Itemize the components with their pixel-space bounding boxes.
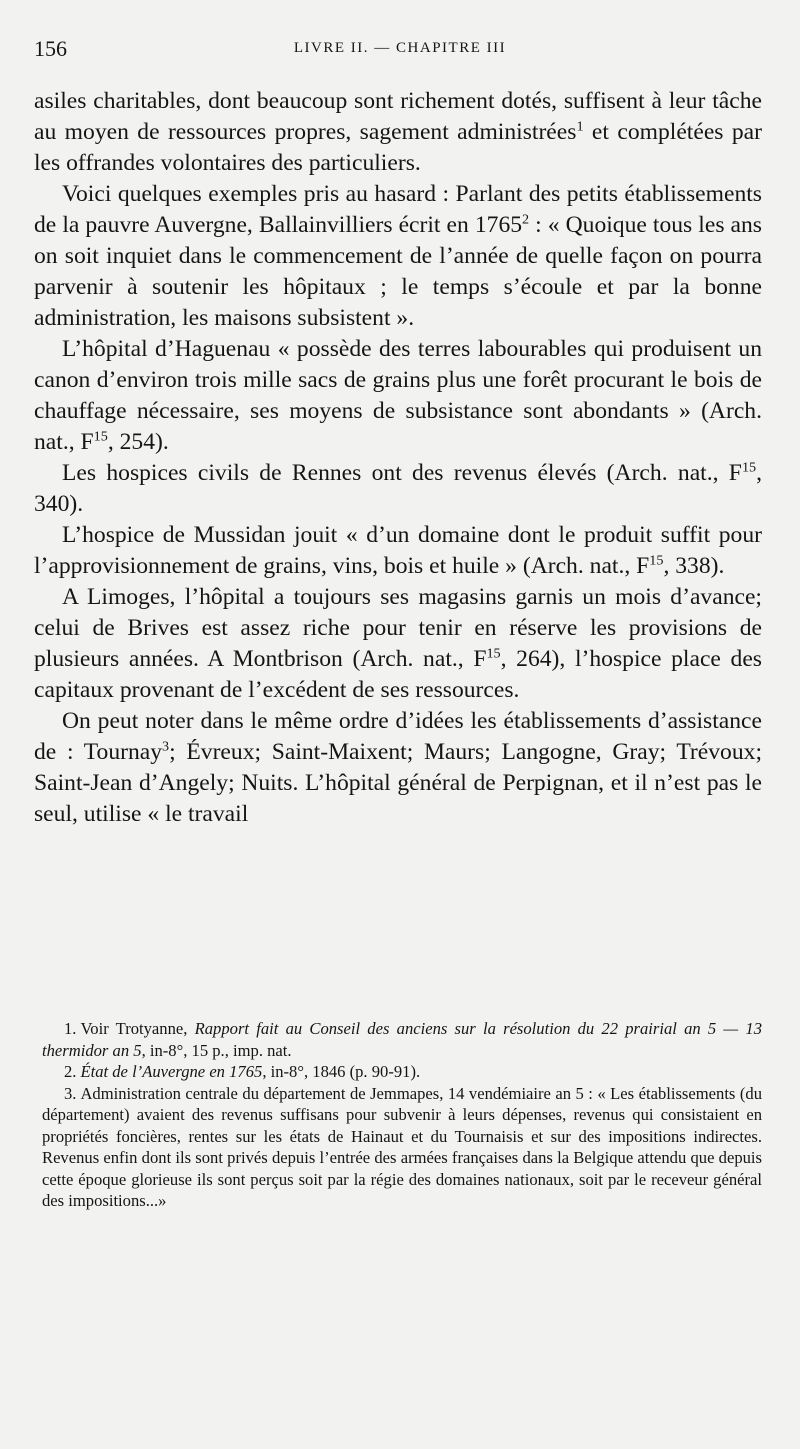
footnote-2-text-b: , in-8°, 1846 (p. 90-91). [262, 1062, 421, 1081]
paragraph-5-superscript: 15 [649, 552, 664, 569]
paragraph-4-text-a: Les hospices civils de Rennes ont des revenus élevés (Arch. nat., F [62, 460, 742, 486]
paragraph-2-text-a: Voici quelques exemples pris au hasard : Parlant des petits établissements de la pauvre Auvergne, Ballainvilliers écrit en 1765 [34, 181, 762, 238]
footnote-1-number: 1. [64, 1019, 77, 1038]
paragraph-6-superscript: 15 [486, 645, 501, 662]
paragraph-7-text-a: On peut noter dans le même ordre d’idées les établissements d’assistance de : Tournay [34, 708, 762, 765]
paragraph-5 [34, 520, 762, 582]
paragraph-6 [34, 582, 762, 706]
footnote-1 [42, 1018, 762, 1061]
paragraph-1-text-b: et complétées par les offrandes volontaires des particuliers. [34, 119, 762, 176]
footnote-ref-3: 3 [162, 738, 170, 755]
paragraph-1 [34, 86, 762, 179]
footnote-2-number: 2. [64, 1062, 77, 1081]
footnote-1-title: Rapport fait au Conseil des anciens sur la résolution du 22 prairial an 5 — 13 thermidor an 5 [42, 1019, 762, 1060]
paragraph-4-text-b: , 340). [34, 460, 762, 517]
footnote-1-text-a: Voir Trotyanne, [80, 1019, 195, 1038]
page-number: 156 [34, 36, 67, 61]
paragraph-5-text-b: , 338). [663, 553, 725, 579]
paragraph-6-text-a: A Limoges, l’hôpital a toujours ses magasins garnis un mois d’avance; celui de Brives est assez riche pour tenir en réserve les provisions de plusieurs années. A Montbrison (Arch. nat., F [34, 584, 762, 672]
footnote-ref-1: 1 [576, 118, 584, 135]
paragraph-2 [34, 179, 762, 334]
paragraph-5-text-a: L’hospice de Mussidan jouit « d’un domaine dont le produit suffit pour l’approvisionnement de grains, vins, bois et huile » (Arch. nat., F [34, 522, 762, 579]
footnote-2-title: État de l’Auvergne en 1765 [80, 1062, 263, 1081]
paragraph-7 [34, 706, 762, 830]
paragraph-4-superscript: 15 [741, 459, 757, 476]
paragraph-1-text-a: asiles charitables, dont beaucoup sont richement dotés, suffisent à leur tâche au moyen de ressources propres, sagement administrées [34, 88, 762, 145]
paragraph-6-text-b: , 264), l’hospice place des capitaux provenant de l’excédent de ses ressources. [34, 646, 762, 703]
paragraph-7-text-b: ; Évreux; Saint-Maixent; Maurs; Langogne, Gray; Trévoux; Saint-Jean d’Angely; Nuits. L’hôpital général de Perpignan, et il n’est pas le seul, utilise « le travail [34, 739, 762, 827]
footnote-2 [42, 1061, 762, 1083]
footnotes [42, 1018, 762, 1212]
footnote-1-text-b: , in-8°, 15 p., imp. nat. [141, 1040, 292, 1060]
footnote-3 [42, 1083, 762, 1212]
paragraph-3-superscript: 15 [93, 428, 108, 445]
paragraph-4 [34, 458, 762, 520]
footnote-3-number: 3. [64, 1083, 77, 1103]
paragraph-2-text-b: : « Quoique tous les ans on soit inquiet dans le commencement de l’année de quelle façon on pourra parvenir à soutenir les hôpitaux ; le temps s’écoule et par la bonne administration, les maisons subsistent ». [34, 212, 762, 331]
running-head [34, 36, 766, 66]
footnote-3-text: Administration centrale du département de Jemmapes, 14 vendémiaire an 5 : « Les établissements (du département) avaient des revenus suffisans pour subvenir à leurs dépenses, revenus qui consistaient en propriétés foncières, rentes sur les états de Hainaut et du Tournaisis et sur des impositions indirectes. Revenus enfin dont ils sont privés depuis l’entrée des armées françaises dans la Belgique attendu que depuis cette époque glorieuse ils sont perçus soit par la régie des domaines nationaux, soit par le receveur général des impositions...» [42, 1083, 762, 1210]
chapter-heading: LIVRE II. — CHAPITRE III [293, 40, 507, 56]
footnote-ref-2: 2 [522, 211, 530, 228]
paragraph-3 [34, 334, 762, 458]
paragraph-3-text-b: , 254). [107, 429, 169, 455]
main-text [34, 86, 762, 830]
paragraph-3-text-a: L’hôpital d’Haguenau « possède des terres labourables qui produisent un canon d’environ trois mille sacs de grains plus une forêt procurant le bois de chauffage nécessaire, ses moyens de subsistance sont abondants » (Arch. nat., F [34, 336, 762, 455]
